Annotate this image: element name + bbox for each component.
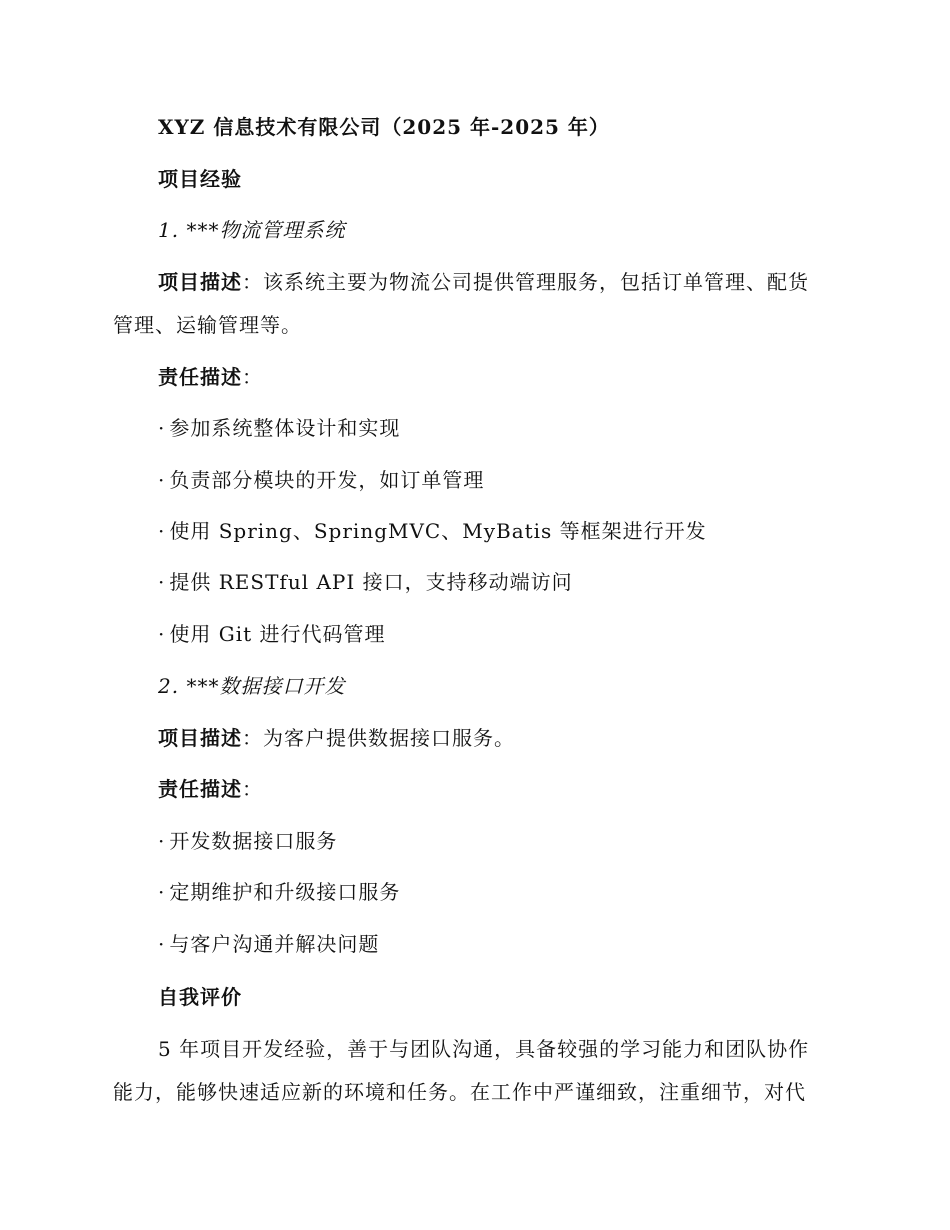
responsibility-heading [158,775,263,803]
responsibility-item: · 与客户沟通并解决问题 [158,930,379,958]
responsibility-item: · 使用 Spring、SpringMVC、MyBatis 等框架进行开发 [158,517,707,545]
responsibility-item: · 提供 RESTful API 接口，支持移动端访问 [158,568,573,596]
responsibility-heading [158,363,263,391]
project-description-label: 项目描述 [158,270,242,294]
responsibility-item: · 定期维护和升级接口服务 [158,878,400,906]
responsibility-item: · 参加系统整体设计和实现 [158,414,400,442]
label-separator: ： [242,365,263,389]
responsibility-label: 责任描述 [158,365,242,389]
project-title: 2. ***数据接口开发 [158,674,346,698]
label-separator: ： [242,726,263,750]
label-separator: ： [242,777,263,801]
self-evaluation-text: 5 年项目开发经验，善于与团队沟通，具备较强的学习能力和团队协作 [158,1037,810,1061]
company-heading: XYZ 信息技术有限公司（2025 年-2025 年） [158,115,610,139]
project-description [158,724,515,752]
project-description [158,268,809,296]
responsibility-item: · 开发数据接口服务 [158,827,337,855]
self-evaluation-heading: 自我评价 [158,985,242,1009]
project-description-text: 为客户提供数据接口服务。 [263,726,515,750]
project-title: 1. ***物流管理系统 [158,218,346,242]
self-evaluation-text-continuation: 能力，能够快速适应新的环境和任务。在工作中严谨细致，注重细节，对代 [113,1080,806,1104]
responsibility-label: 责任描述 [158,777,242,801]
responsibility-item: · 负责部分模块的开发，如订单管理 [158,466,484,494]
project-experience-heading: 项目经验 [158,167,242,191]
responsibility-item: · 使用 Git 进行代码管理 [158,620,385,648]
project-description-label: 项目描述 [158,726,242,750]
project-description-text: 该系统主要为物流公司提供管理服务，包括订单管理、配货 [263,270,809,294]
project-description-continuation: 管理、运输管理等。 [113,313,302,337]
label-separator: ： [242,270,263,294]
